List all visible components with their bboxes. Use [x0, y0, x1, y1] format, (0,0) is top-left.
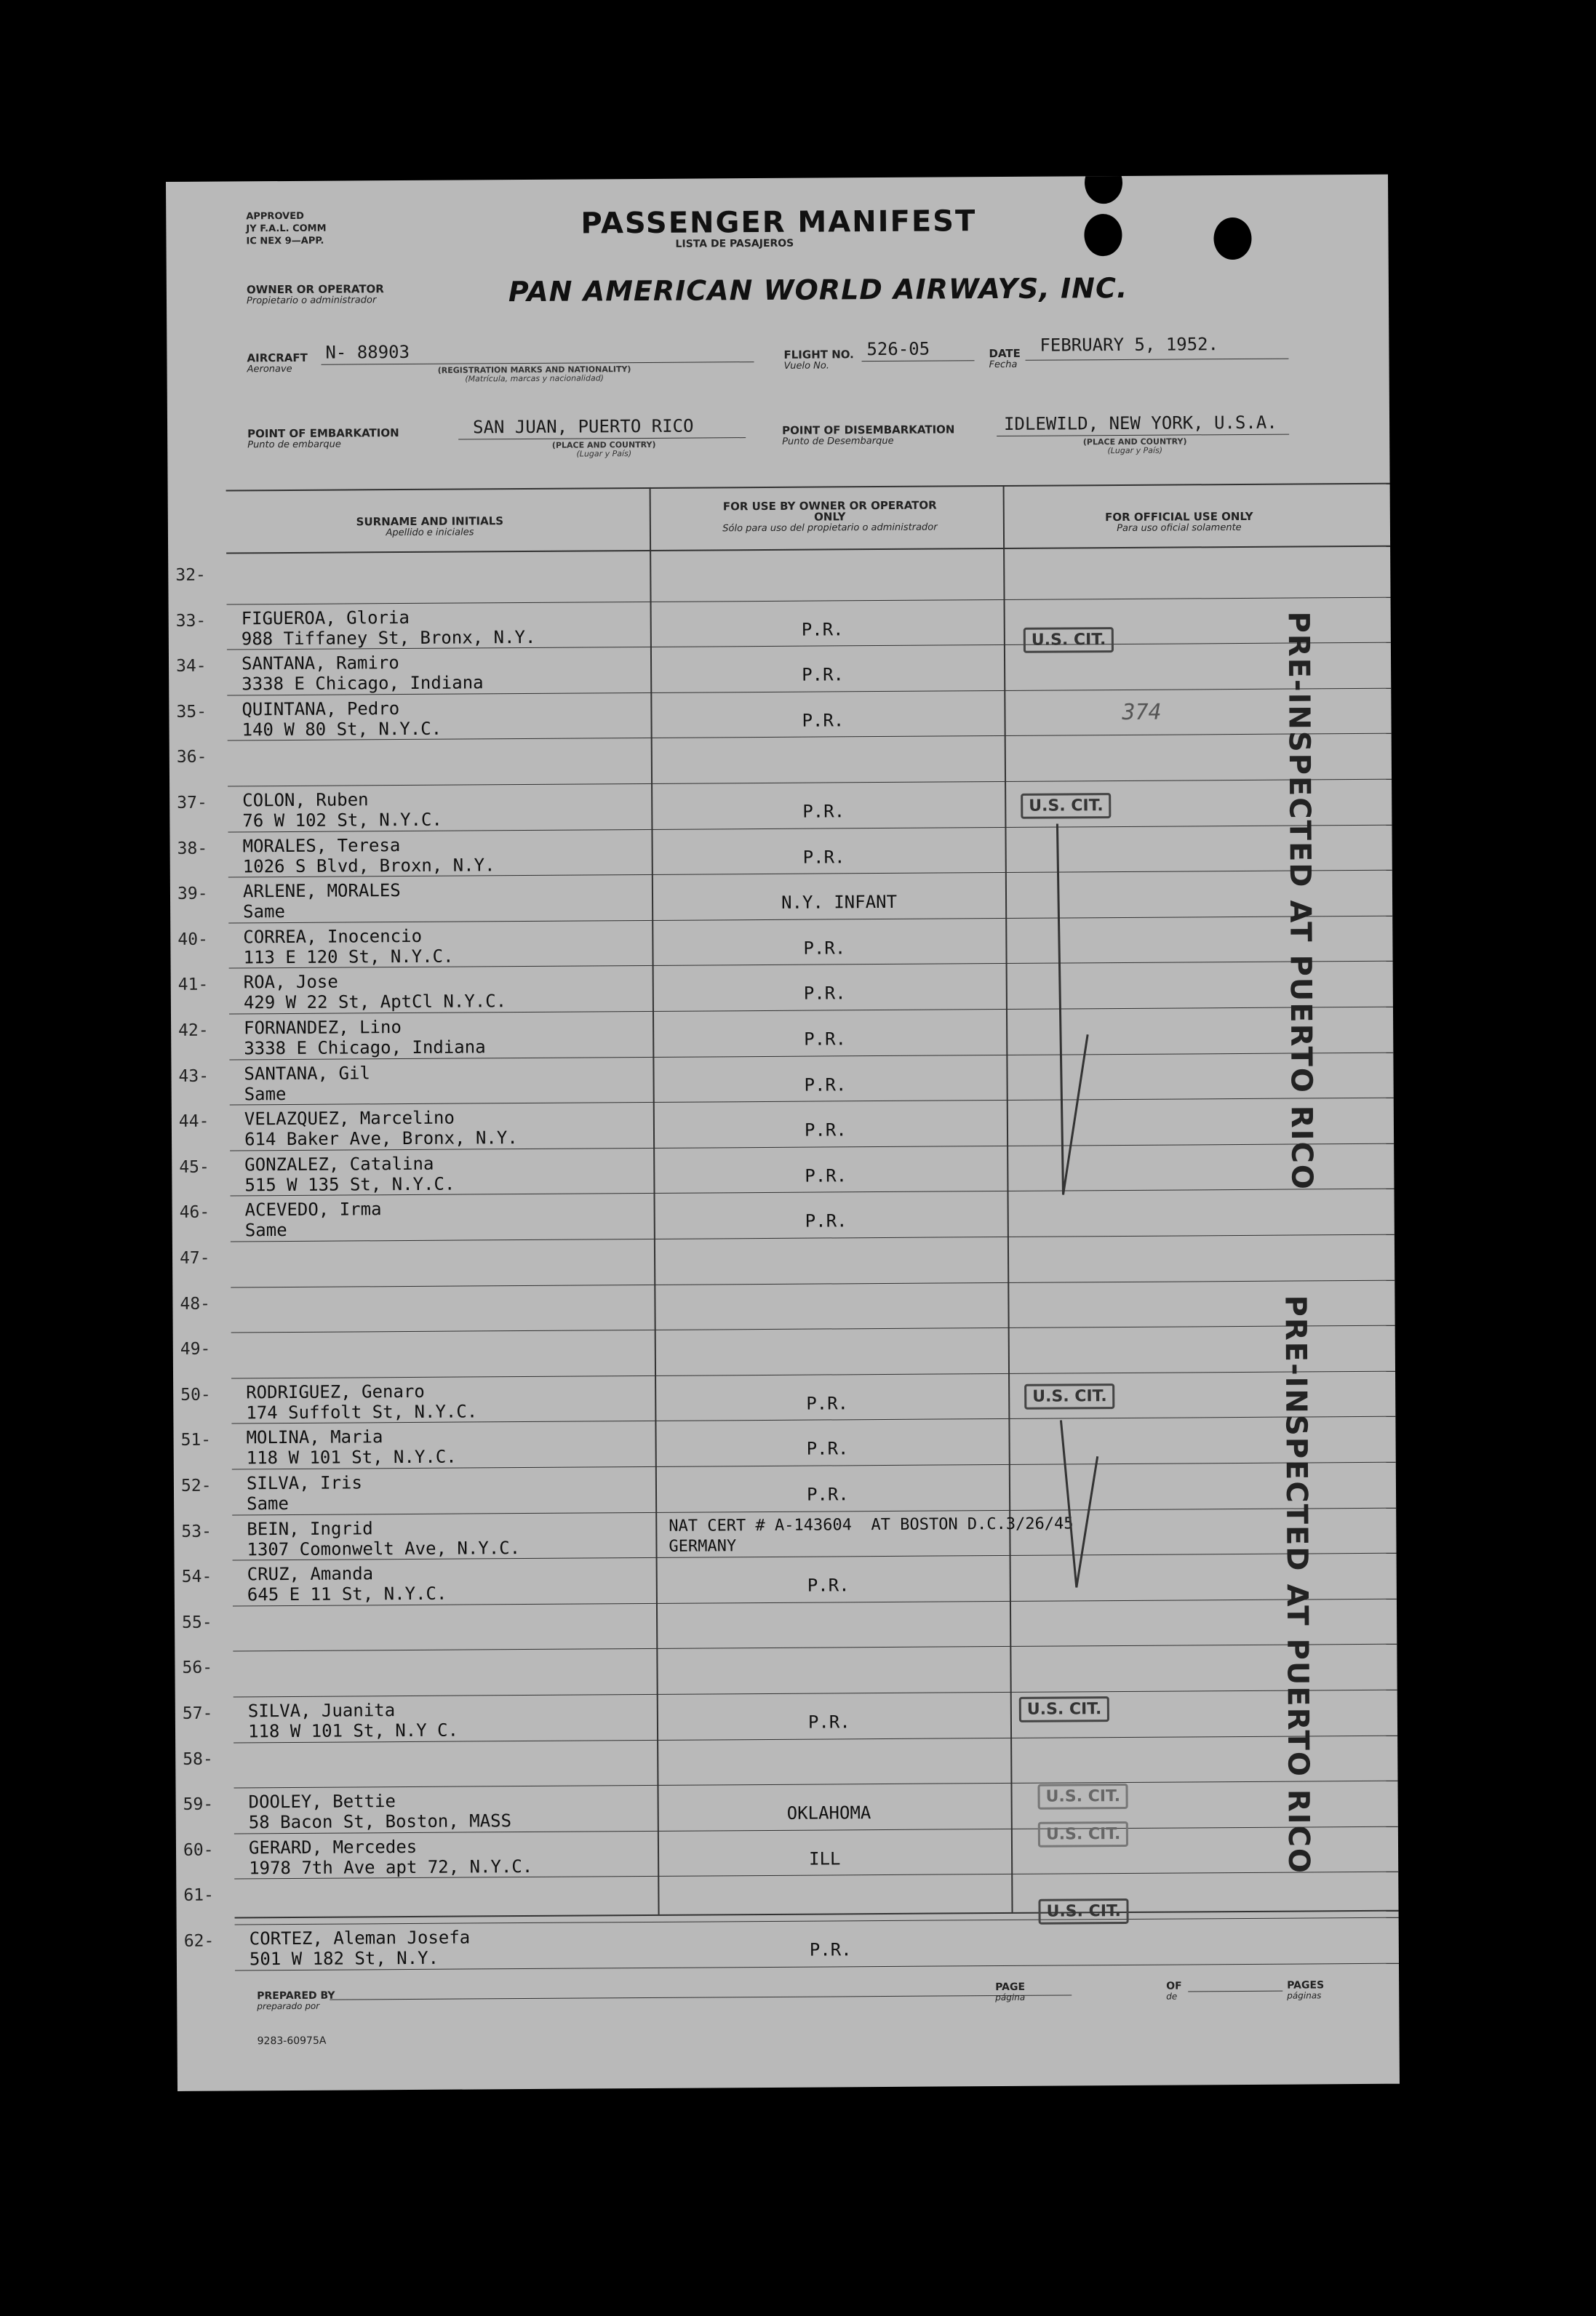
us-cit-stamp: U.S. CIT. — [1021, 793, 1112, 819]
registration-note-es: (Matrícula, marcas y nacionalidad) — [465, 373, 604, 384]
passenger-address: 3338 E Chicago, Indiana — [244, 1037, 486, 1059]
punch-hole — [1213, 217, 1251, 260]
passenger-address: Same — [247, 1493, 289, 1514]
page-text: PAGE — [995, 1981, 1026, 1994]
pages-label — [1287, 1980, 1324, 2000]
col-official-header — [1041, 511, 1317, 534]
passenger-citizenship: P.R. — [805, 1210, 847, 1231]
handwritten-number: 374 — [1122, 699, 1162, 725]
us-cit-stamp: U.S. CIT. — [1024, 627, 1114, 653]
row-number: 33- — [175, 611, 207, 631]
disembark-label-es: Punto de Desembarque — [782, 435, 894, 447]
col-official-text: FOR OFFICIAL USE ONLY — [1105, 509, 1253, 524]
passenger-address: 113 E 120 St, N.Y.C. — [243, 946, 454, 968]
row-number: 53- — [181, 1522, 212, 1541]
passenger-citizenship: P.R. — [805, 1165, 847, 1186]
punch-hole — [1084, 214, 1122, 256]
passenger-citizenship: OKLAHOMA — [786, 1802, 871, 1824]
row-number: 45- — [179, 1157, 210, 1177]
owner-label-es: Propietario o administrador — [246, 295, 377, 307]
passenger-citizenship: ILL — [809, 1848, 841, 1869]
row-number: 39- — [177, 884, 208, 903]
embark-label-text: POINT OF EMBARKATION — [247, 426, 399, 441]
row-number: 50- — [180, 1385, 211, 1405]
place-note-text: (PLACE AND COUNTRY) — [1082, 436, 1187, 447]
owner-label — [247, 284, 384, 306]
disembark-underline — [997, 434, 1289, 436]
prepared-by-line — [330, 1992, 1072, 2003]
row-number: 61- — [183, 1885, 215, 1905]
column-divider — [1003, 485, 1013, 1912]
row-number: 52- — [180, 1476, 212, 1496]
passenger-name: CORTEZ, Aleman Josefa — [249, 1927, 471, 1949]
passenger-address: 614 Baker Ave, Bronx, N.Y. — [244, 1127, 518, 1150]
col-official-es: Para uso oficial solamente — [1117, 522, 1242, 535]
passenger-name: SANTANA, Gil — [244, 1063, 370, 1085]
passenger-citizenship: P.R. — [809, 1939, 852, 1960]
date-value: FEBRUARY 5, 1952. — [1040, 334, 1219, 356]
approval-box — [246, 210, 326, 248]
approval-line: IC NEX 9—APP. — [246, 235, 324, 247]
embark-place-note — [531, 441, 677, 459]
row-number: 37- — [177, 793, 207, 812]
prepared-by-text: PREPARED BY — [257, 1989, 335, 2002]
passenger-citizenship: P.R. — [806, 1484, 849, 1505]
row-number: 62- — [183, 1931, 215, 1951]
passenger-address: 1307 Comonwelt Ave, N.Y.C. — [247, 1538, 521, 1560]
row-number: 55- — [182, 1613, 212, 1632]
passenger-address: Same — [244, 1220, 287, 1241]
passenger-citizenship: P.R. — [802, 801, 845, 822]
passenger-address: 3338 E Chicago, Indiana — [242, 672, 484, 695]
col-owner-text: FOR USE BY OWNER OR OPERATOR ONLY — [722, 498, 937, 524]
embark-label — [247, 428, 399, 450]
passenger-name: FORNANDEZ, Lino — [244, 1017, 402, 1039]
row-divider — [232, 1508, 1396, 1516]
us-cit-stamp: U.S. CIT. — [1024, 1383, 1115, 1410]
date-underline — [1026, 359, 1289, 361]
passenger-name: SILVA, Iris — [246, 1472, 362, 1494]
row-divider — [233, 1644, 1397, 1652]
passenger-name: QUINTANA, Pedro — [242, 698, 400, 720]
form-title: PASSENGER MANIFEST — [580, 204, 977, 241]
us-cit-stamp: U.S. CIT. — [1038, 1821, 1129, 1848]
passenger-address: 1026 S Blvd, Broxn, N.Y. — [242, 855, 495, 877]
us-cit-stamp: U.S. CIT. — [1037, 1784, 1128, 1810]
disembark-value: IDLEWILD, NEW YORK, U.S.A. — [1003, 412, 1277, 434]
passenger-name: FIGUEROA, Gloria — [241, 607, 410, 629]
prepared-by-es: preparado por — [257, 2000, 320, 2012]
passenger-citizenship: P.R. — [803, 938, 846, 959]
row-divider — [231, 1234, 1394, 1242]
date-label-es: Fecha — [989, 359, 1018, 371]
pages-es: páginas — [1287, 1990, 1322, 2001]
row-divider — [231, 1280, 1394, 1288]
aircraft-label-text: AIRCRAFT — [247, 351, 308, 365]
col-owner-header — [721, 500, 939, 535]
table-top-border — [226, 483, 1390, 492]
passenger-citizenship: P.R. — [806, 1393, 849, 1414]
disembark-place-note — [1062, 437, 1208, 455]
flight-underline — [862, 360, 975, 362]
col-surname-text: SURNAME AND INITIALS — [356, 514, 504, 529]
passenger-name: BEIN, Ingrid — [247, 1518, 373, 1540]
date-label — [989, 348, 1021, 370]
passenger-citizenship: P.R. — [801, 619, 844, 640]
passenger-name: MORALES, Teresa — [242, 835, 401, 857]
row-divider — [227, 597, 1391, 605]
passenger-citizenship: P.R. — [804, 1074, 847, 1095]
check-mark-icon — [1046, 1413, 1128, 1602]
passenger-name: SILVA, Juanita — [247, 1700, 396, 1722]
row-number: 48- — [180, 1294, 211, 1314]
place-note-text: (PLACE AND COUNTRY) — [551, 439, 656, 450]
row-divider — [228, 779, 1392, 787]
row-number: 36- — [176, 747, 207, 767]
row-number: 40- — [177, 930, 208, 949]
passenger-address: 118 W 101 St, N.Y C. — [247, 1720, 459, 1742]
aircraft-value: N- 88903 — [325, 341, 410, 363]
aircraft-label-es: Aeronave — [247, 363, 292, 375]
column-divider — [650, 487, 660, 1914]
passenger-citizenship: N.Y. INFANT — [781, 891, 898, 913]
passenger-name: ARLENE, MORALES — [242, 880, 401, 902]
pages-text: PAGES — [1287, 1979, 1325, 1992]
passenger-name: ACEVEDO, Irma — [244, 1199, 382, 1221]
passenger-address: 118 W 101 St, N.Y.C. — [246, 1446, 457, 1469]
passenger-address: 645 E 11 St, N.Y.C. — [247, 1583, 447, 1605]
embark-underline — [458, 437, 746, 439]
passenger-address: 429 W 22 St, AptCl N.Y.C. — [243, 991, 507, 1013]
punch-hole — [1085, 175, 1122, 204]
row-number: 56- — [182, 1658, 213, 1677]
passenger-name: MOLINA, Maria — [246, 1426, 383, 1448]
passenger-name: CORREA, Inocencio — [243, 925, 423, 948]
row-divider — [230, 1098, 1394, 1106]
passenger-address: Same — [244, 1084, 287, 1105]
row-number: 43- — [178, 1066, 210, 1086]
form-number: 9283-60975A — [257, 2035, 327, 2048]
passenger-name: VELAZQUEZ, Marcelino — [244, 1107, 455, 1130]
col-surname-es: Apellido e iniciales — [386, 527, 474, 539]
passenger-address: Same — [243, 901, 286, 922]
owner-label-text: OWNER OR OPERATOR — [246, 282, 384, 297]
approval-line: JY F.A.L. COMM — [246, 223, 327, 235]
passenger-citizenship: NAT CERT # A-143604 AT BOSTON D.C.3/26/45 GERMANY — [669, 1514, 1074, 1556]
embark-label-es: Punto de embarque — [247, 439, 341, 451]
row-number: 34- — [175, 656, 207, 676]
row-number: 35- — [176, 702, 207, 722]
registration-note — [415, 365, 655, 384]
passenger-citizenship: P.R. — [802, 710, 845, 731]
row-divider — [235, 1917, 1399, 1925]
passenger-name: RODRIGUEZ, Genaro — [246, 1381, 425, 1403]
disembark-label-text: POINT OF DISEMBARKATION — [782, 423, 955, 437]
col-owner-es: Sólo para uso del propietario o administrador — [722, 522, 938, 535]
of-es: de — [1166, 1991, 1178, 2002]
row-number: 47- — [179, 1248, 210, 1268]
row-number: 59- — [183, 1794, 214, 1814]
row-number: 46- — [179, 1202, 210, 1222]
table-bottom-border — [235, 1910, 1399, 1919]
form-subtitle: LISTA DE PASAJEROS — [675, 237, 794, 250]
passenger-address: 140 W 80 St, N.Y.C. — [242, 718, 442, 740]
passenger-citizenship: P.R. — [804, 1119, 847, 1141]
of-line — [1188, 1991, 1282, 1992]
row-number: 41- — [177, 975, 209, 994]
passenger-address: 501 W 182 St, N.Y. — [249, 1947, 439, 1970]
of-text: OF — [1166, 1980, 1182, 1992]
col-surname-header — [270, 515, 590, 539]
passenger-citizenship: P.R. — [804, 1029, 847, 1050]
passenger-name: ROA, Jose — [243, 971, 338, 993]
owner-value: PAN AMERICAN WORLD AIRWAYS, INC. — [508, 271, 1128, 308]
approval-line: APPROVED — [246, 210, 304, 223]
flight-label-text: FLIGHT NO. — [783, 348, 854, 362]
row-number: 57- — [182, 1704, 213, 1723]
passenger-name: SANTANA, Ramiro — [241, 652, 399, 674]
passenger-address: 1978 7th Ave apt 72, N.Y.C. — [249, 1856, 533, 1879]
passenger-name: GONZALEZ, Catalina — [244, 1153, 434, 1175]
manifest-page — [166, 175, 1400, 2091]
row-number: 58- — [183, 1749, 213, 1769]
row-divider — [234, 1781, 1397, 1789]
passenger-name: COLON, Ruben — [242, 789, 369, 811]
passenger-citizenship: P.R. — [807, 1575, 850, 1596]
passenger-name: GERARD, Mercedes — [248, 1836, 418, 1858]
flight-label — [783, 349, 854, 372]
row-divider — [228, 916, 1392, 924]
us-cit-stamp: U.S. CIT. — [1019, 1696, 1110, 1722]
page-es: página — [995, 1992, 1026, 2003]
row-divider — [234, 1690, 1397, 1698]
row-number: 54- — [181, 1567, 212, 1586]
registration-note-text: (REGISTRATION MARKS AND NATIONALITY) — [437, 364, 631, 375]
of-label — [1166, 1981, 1182, 2002]
flight-label-es: Vuelo No. — [783, 360, 830, 372]
table-header-border — [226, 546, 1390, 554]
passenger-name: CRUZ, Amanda — [247, 1563, 374, 1585]
passenger-address: 76 W 102 St, N.Y.C. — [242, 809, 442, 831]
pre-inspected-stamp: PRE-INSPECTED AT PUERTO RICO — [1281, 611, 1319, 1191]
embark-value: SAN JUAN, PUERTO RICO — [472, 415, 694, 438]
check-mark-icon — [1042, 816, 1132, 1224]
row-divider — [231, 1325, 1395, 1333]
disembark-label — [782, 424, 955, 447]
passenger-citizenship: P.R. — [803, 983, 846, 1004]
pre-inspected-stamp: PRE-INSPECTED AT PUERTO RICO — [1278, 1295, 1316, 1875]
passenger-citizenship: P.R. — [802, 664, 845, 685]
place-note-es: (Lugar y País) — [1107, 445, 1163, 456]
passenger-address: 988 Tiffaney St, Bronx, N.Y. — [241, 626, 536, 650]
row-number: 32- — [175, 565, 206, 585]
aircraft-label — [247, 353, 308, 375]
passenger-citizenship: P.R. — [807, 1712, 850, 1733]
passenger-address: 58 Bacon St, Boston, MASS — [248, 1810, 512, 1833]
passenger-address: 174 Suffolt St, N.Y.C. — [246, 1401, 478, 1423]
passenger-citizenship: P.R. — [802, 847, 845, 868]
prepared-by-label — [257, 1991, 335, 2012]
place-note-es: (Lugar y País) — [576, 449, 632, 459]
row-number: 49- — [180, 1339, 211, 1359]
row-number: 60- — [183, 1840, 214, 1860]
flight-value: 526-05 — [866, 338, 930, 360]
passenger-address: 515 W 135 St, N.Y.C. — [244, 1173, 455, 1196]
us-cit-stamp: U.S. CIT. — [1038, 1898, 1129, 1925]
row-number: 42- — [178, 1021, 209, 1040]
page-label — [995, 1982, 1025, 2002]
passenger-name: DOOLEY, Bettie — [248, 1791, 396, 1813]
row-number: 44- — [178, 1111, 210, 1131]
row-divider — [231, 1371, 1395, 1379]
row-number: 38- — [177, 839, 208, 858]
date-label-text: DATE — [989, 346, 1021, 361]
row-number: 51- — [180, 1430, 212, 1450]
passenger-citizenship: P.R. — [806, 1438, 849, 1459]
